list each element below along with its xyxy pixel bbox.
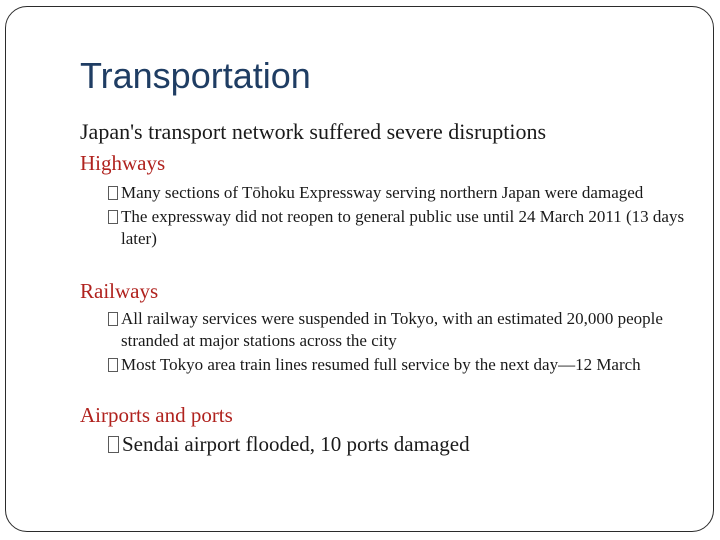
bullet-box-icon bbox=[108, 210, 118, 224]
bullet-list-highways bbox=[108, 182, 688, 252]
section-heading-railways: Railways bbox=[80, 279, 159, 303]
list-item bbox=[108, 431, 688, 457]
bullet-text: Sendai airport flooded, 10 ports damaged bbox=[122, 432, 470, 456]
intro-text: Japan's transport network suffered severe disruptions bbox=[80, 119, 547, 144]
list-item bbox=[108, 182, 688, 204]
bullet-list-airports-ports bbox=[108, 431, 688, 459]
section-heading-highways: Highways bbox=[80, 151, 166, 175]
bullet-text: The expressway did not reopen to general public use until 24 March 2011 (13 days later) bbox=[121, 207, 685, 248]
list-item bbox=[108, 206, 688, 250]
bullet-box-icon bbox=[108, 358, 118, 372]
bullet-box-icon bbox=[108, 436, 119, 453]
bullet-text: All railway services were suspended in Tokyo, with an estimated 20,000 people stranded at major stations across the city bbox=[121, 309, 663, 350]
list-item bbox=[108, 354, 688, 376]
bullet-text: Many sections of Tōhoku Expressway serving northern Japan were damaged bbox=[121, 183, 644, 202]
bullet-list-railways bbox=[108, 308, 688, 378]
list-item bbox=[108, 308, 688, 352]
slide-title: Transportation bbox=[80, 55, 311, 96]
bullet-box-icon bbox=[108, 186, 118, 200]
bullet-box-icon bbox=[108, 312, 118, 326]
section-heading-airports-ports: Airports and ports bbox=[80, 403, 233, 427]
bullet-text: Most Tokyo area train lines resumed full service by the next day—12 March bbox=[121, 355, 641, 374]
